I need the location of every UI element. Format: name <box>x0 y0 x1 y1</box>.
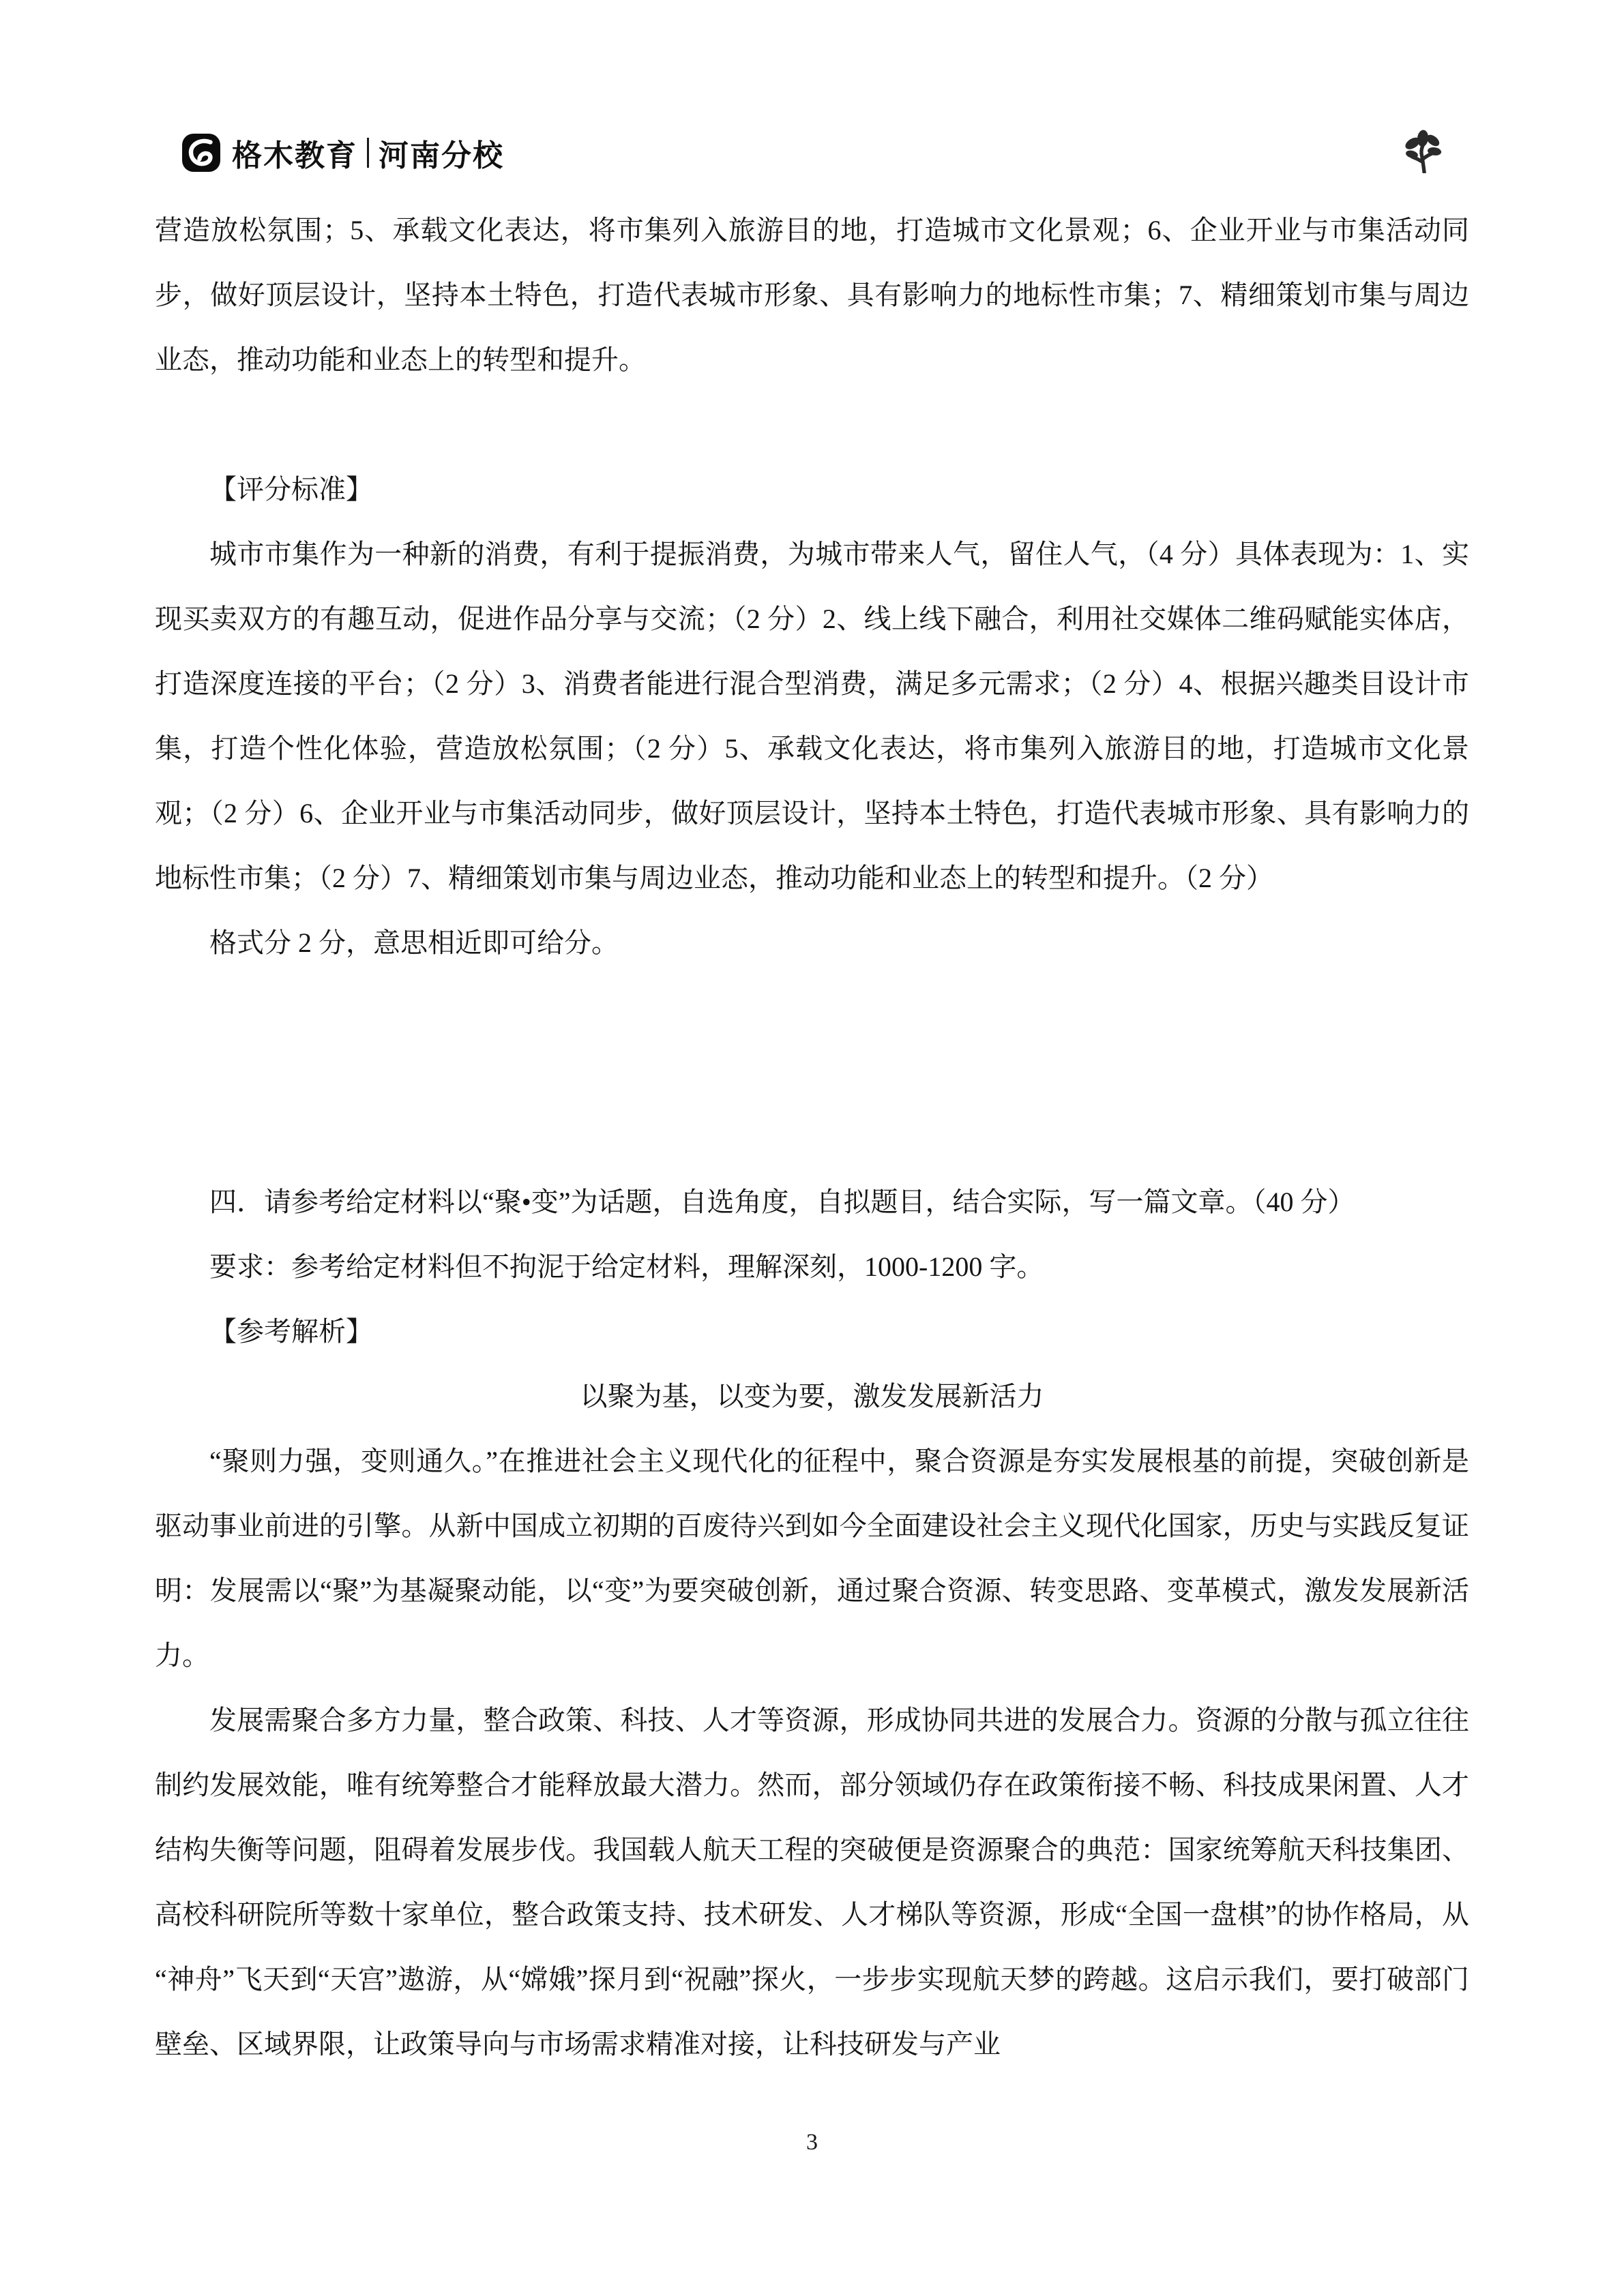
page-number: 3 <box>806 2130 818 2155</box>
paragraph-market-measures-continued: 营造放松氛围；5、承载文化表达，将市集列入旅游目的地，打造城市文化景观；6、企业开业与市集活动同步，做好顶层设计，坚持本土特色，打造代表城市形象、具有影响力的地标性市集；7、精细策划市集与周边业态，推动功能和业态上的转型和提升。 <box>155 215 1469 375</box>
page-header <box>0 0 1624 191</box>
heading-scoring-criteria: 【评分标准】 <box>209 474 373 505</box>
brand-branch: 河南分校 <box>379 139 504 173</box>
document-body <box>155 198 1469 2076</box>
brand-name: 格木教育 <box>232 139 357 173</box>
brand-logo <box>181 132 504 174</box>
essay-paragraph-1: “聚则力强，变则通久。”在推进社会主义现代化的征程中，聚合资源是夯实发展根基的前提，突破创新是驱动事业前进的引擎。从新中国成立初期的百废待兴到如今全面建设社会主义现代化国家，历史与实践反复证明：发展需以“聚”为基凝聚动能，以“变”为要突破创新，通过聚合资源、转变思路、变革模式，激发发展新活力。 <box>155 1446 1469 1671</box>
question-four-prompt: 四．请参考给定材料以“聚•变”为话题，自选角度，自拟题目，结合实际，写一篇文章。（40 分） <box>209 1187 1355 1217</box>
gemu-logo-icon <box>181 133 221 173</box>
essay-paragraph-2: 发展需聚合多方力量，整合政策、科技、人才等资源，形成协同共进的发展合力。资源的分散与孤立往往制约发展效能，唯有统筹整合才能释放最大潜力。然而，部分领域仍存在政策衔接不畅、科技成果闲置、人才结构失衡等问题，阻碍着发展步伐。我国载人航天工程的突破便是资源聚合的典范：国家统筹航天科技集团、高校科研院所等数十家单位，整合政策支持、技术研发、人才梯队等资源，形成“全国一盘棋”的协作格局，从“神舟”飞天到“天宫”遨游，从“嫦娥”探月到“祝融”探火，一步步实现航天梦的跨越。这启示我们，要打破部门壁垒、区域界限，让政策导向与市场需求精准对接，让科技研发与产业 <box>155 1705 1469 2059</box>
brand-divider <box>367 138 369 168</box>
page-footer <box>0 2126 1624 2160</box>
tree-icon <box>1404 130 1442 173</box>
heading-reference-analysis: 【参考解析】 <box>209 1316 373 1347</box>
essay-title: 以聚为基，以变为要，激发发展新活力 <box>580 1381 1044 1412</box>
question-four-requirements: 要求：参考给定材料但不拘泥于给定材料，理解深刻，1000-1200 字。 <box>209 1251 1044 1282</box>
paragraph-scoring-detail: 城市市集作为一种新的消费，有利于提振消费，为城市带来人气，留住人气，（4 分）具体表现为：1、实现买卖双方的有趣互动，促进作品分享与交流；（2 分）2、线上线下融合，利用社交媒体二维码赋能实体店，打造深度连接的平台；（2 分）3、消费者能进行混合型消费，满足多元需求；（2 分）4、根据兴趣类目设计市集，打造个性化体验，营造放松氛围；（2 分）5、承载文化表达，将市集列入旅游目的地，打造城市文化景观；（2 分）6、企业开业与市集活动同步，做好顶层设计，坚持本土特色，打造代表城市形象、具有影响力的地标性市集；（2 分）7、精细策划市集与周边业态，推动功能和业态上的转型和提升。（2 分） <box>155 539 1469 893</box>
paragraph-format-score-note: 格式分 2 分，意思相近即可给分。 <box>209 927 619 958</box>
